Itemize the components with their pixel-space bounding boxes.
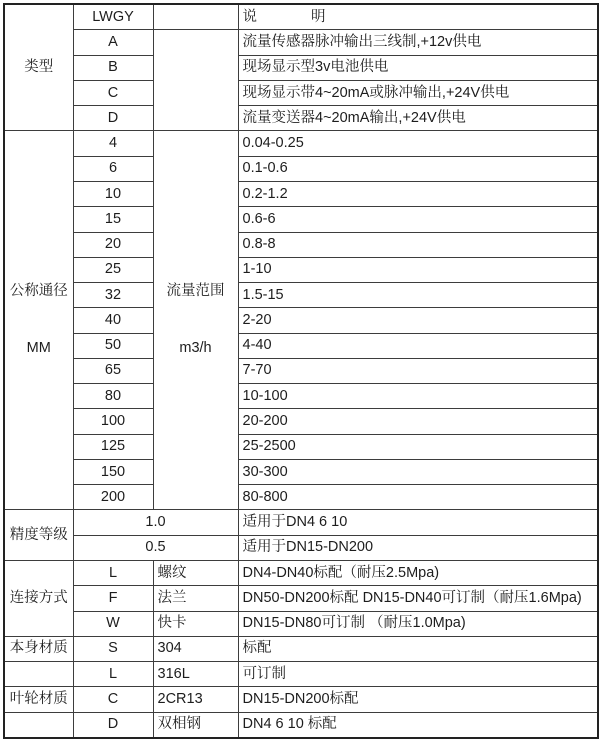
table-row: [4, 55, 598, 80]
table-row: [4, 80, 598, 105]
model-code-cell: LWGY: [73, 4, 153, 30]
flowmeter-spec-table: [3, 3, 599, 739]
material-name-cell: 2CR13: [153, 687, 238, 712]
flow-range-cell: 30-300: [238, 459, 598, 484]
type-desc-cell: 流量传感器脉冲输出三线制,+12v供电: [238, 30, 598, 55]
flow-range-cell: 0.8-8: [238, 232, 598, 257]
empty-cell: [153, 4, 238, 30]
flow-range-cell: 10-100: [238, 384, 598, 409]
empty-cell: [4, 712, 73, 738]
table-row: [4, 611, 598, 636]
material-code-cell: L: [73, 662, 153, 687]
flow-range-cell: 80-800: [238, 485, 598, 510]
table-row: [4, 131, 598, 156]
dn-code-cell: 32: [73, 283, 153, 308]
table-row: [4, 662, 598, 687]
section-label-body-material: 本身材质: [4, 636, 73, 661]
material-desc-cell: DN4 6 10 标配: [238, 712, 598, 738]
connection-name-cell: 螺纹: [153, 560, 238, 585]
connection-desc-cell: DN15-DN80可订制 （耐压1.0Mpa): [238, 611, 598, 636]
table-row: [4, 510, 598, 535]
table-row: [4, 106, 598, 131]
table-row: [4, 333, 598, 358]
connection-code-cell: F: [73, 586, 153, 611]
table-row: [4, 257, 598, 282]
dn-code-cell: 25: [73, 257, 153, 282]
type-code-cell: B: [73, 55, 153, 80]
material-code-cell: S: [73, 636, 153, 661]
table-row: [4, 712, 598, 738]
dn-code-cell: 15: [73, 207, 153, 232]
dn-code-cell: 6: [73, 156, 153, 181]
dn-code-cell: 20: [73, 232, 153, 257]
type-desc-cell: 现场显示型3v电池供电: [238, 55, 598, 80]
flow-range-cell: 25-2500: [238, 434, 598, 459]
material-desc-cell: 标配: [238, 636, 598, 661]
table-row: [4, 485, 598, 510]
dn-code-cell: 40: [73, 308, 153, 333]
material-name-cell: 316L: [153, 662, 238, 687]
dn-code-cell: 80: [73, 384, 153, 409]
accuracy-desc-cell: 适用于DN15-DN200: [238, 535, 598, 560]
table-row: [4, 283, 598, 308]
accuracy-value-cell: 0.5: [73, 535, 238, 560]
table-row: [4, 459, 598, 484]
type-desc-cell: 流量变送器4~20mA输出,+24V供电: [238, 106, 598, 131]
table-row: [4, 586, 598, 611]
dn-code-cell: 125: [73, 434, 153, 459]
type-desc-cell: 现场显示带4~20mA或脉冲输出,+24V供电: [238, 80, 598, 105]
section-label-accuracy: 精度等级: [4, 510, 73, 561]
table-row: [4, 687, 598, 712]
material-name-cell: 双相钢: [153, 712, 238, 738]
section-label-type: 类型: [4, 4, 73, 131]
desc-header-left: 说: [242, 8, 257, 25]
accuracy-desc-cell: 适用于DN4 6 10: [238, 510, 598, 535]
dn-code-cell: 10: [73, 181, 153, 206]
table-row: [4, 409, 598, 434]
flow-range-cell: 4-40: [238, 333, 598, 358]
table-row: [4, 560, 598, 585]
table-row: [4, 232, 598, 257]
flow-range-cell: 7-70: [238, 358, 598, 383]
table-row: [4, 207, 598, 232]
flow-range-label-line1: 流量范围: [166, 283, 225, 300]
table-row: [4, 358, 598, 383]
table-row: [4, 535, 598, 560]
connection-desc-cell: DN50-DN200标配 DN15-DN40可订制（耐压1.6Mpa): [238, 586, 598, 611]
table-row: [4, 636, 598, 661]
diameter-label-line1: 公称通径: [9, 283, 68, 300]
table-row-header: [4, 4, 598, 30]
table-row: [4, 181, 598, 206]
connection-desc-cell: DN4-DN40标配（耐压2.5Mpa): [238, 560, 598, 585]
dn-code-cell: 100: [73, 409, 153, 434]
connection-name-cell: 快卡: [153, 611, 238, 636]
empty-cell: [153, 30, 238, 131]
flow-range-cell: 0.6-6: [238, 207, 598, 232]
flow-range-cell: 2-20: [238, 308, 598, 333]
accuracy-value-cell: 1.0: [73, 510, 238, 535]
table-row: [4, 434, 598, 459]
empty-cell: [4, 662, 73, 687]
flow-range-cell: 20-200: [238, 409, 598, 434]
desc-header-cell: [238, 4, 598, 30]
material-code-cell: D: [73, 712, 153, 738]
diameter-label-line2: MM: [26, 340, 51, 357]
flow-range-cell: 0.04-0.25: [238, 131, 598, 156]
section-label-diameter: [4, 131, 73, 510]
table-row: [4, 384, 598, 409]
section-label-connection: 连接方式: [4, 560, 73, 636]
flow-range-cell: 1.5-15: [238, 283, 598, 308]
table-row: [4, 30, 598, 55]
desc-header-right: 明: [311, 8, 326, 25]
flow-range-cell: 0.1-0.6: [238, 156, 598, 181]
material-name-cell: 304: [153, 636, 238, 661]
section-label-impeller-material: 叶轮材质: [4, 687, 73, 712]
connection-code-cell: W: [73, 611, 153, 636]
type-code-cell: C: [73, 80, 153, 105]
connection-name-cell: 法兰: [153, 586, 238, 611]
type-code-cell: D: [73, 106, 153, 131]
flow-range-cell: 0.2-1.2: [238, 181, 598, 206]
material-desc-cell: DN15-DN200标配: [238, 687, 598, 712]
dn-code-cell: 65: [73, 358, 153, 383]
material-code-cell: C: [73, 687, 153, 712]
table-row: [4, 156, 598, 181]
material-desc-cell: 可订制: [238, 662, 598, 687]
dn-code-cell: 200: [73, 485, 153, 510]
flow-range-label-line2: m3/h: [179, 340, 212, 357]
table-row: [4, 308, 598, 333]
flow-range-label-cell: [153, 131, 238, 510]
dn-code-cell: 150: [73, 459, 153, 484]
dn-code-cell: 50: [73, 333, 153, 358]
connection-code-cell: L: [73, 560, 153, 585]
flow-range-cell: 1-10: [238, 257, 598, 282]
dn-code-cell: 4: [73, 131, 153, 156]
type-code-cell: A: [73, 30, 153, 55]
